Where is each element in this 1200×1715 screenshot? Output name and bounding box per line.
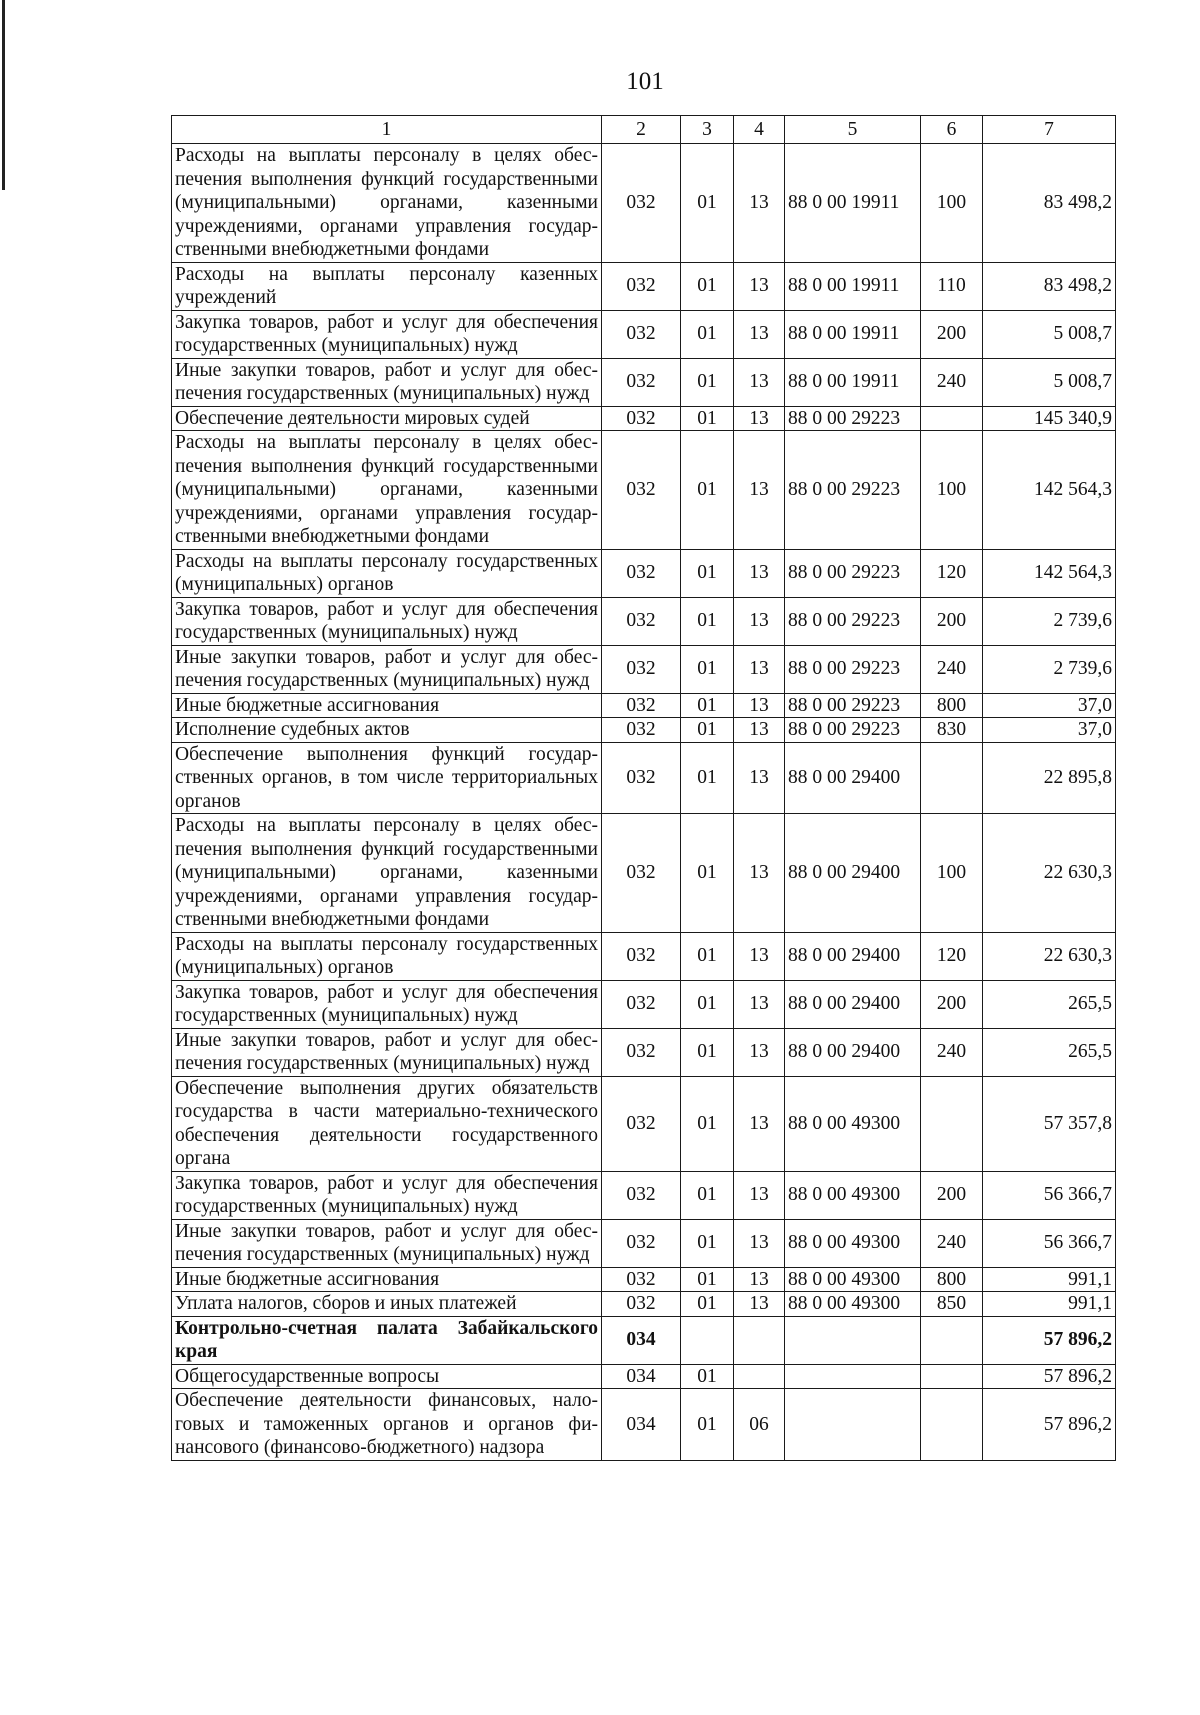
cell-target-article: 88 0 00 29223 bbox=[785, 718, 921, 743]
budget-table bbox=[171, 115, 1116, 1461]
cell-amount: 145 340,9 bbox=[983, 406, 1116, 431]
table-row bbox=[172, 431, 1116, 550]
cell-target-article: 88 0 00 49300 bbox=[785, 1267, 921, 1292]
cell-subsection-code bbox=[734, 1364, 785, 1389]
table-row bbox=[172, 1316, 1116, 1364]
cell-expense-type: 200 bbox=[921, 980, 983, 1028]
cell-target-article: 88 0 00 29400 bbox=[785, 980, 921, 1028]
cell-expense-type: 100 bbox=[921, 814, 983, 933]
cell-amount: 37,0 bbox=[983, 693, 1116, 718]
cell-amount: 22 895,8 bbox=[983, 742, 1116, 814]
cell-section-code: 01 bbox=[681, 1076, 734, 1171]
cell-expense-type: 110 bbox=[921, 262, 983, 310]
cell-amount: 57 357,8 bbox=[983, 1076, 1116, 1171]
cell-target-article: 88 0 00 29223 bbox=[785, 549, 921, 597]
cell-subsection-code: 13 bbox=[734, 144, 785, 263]
cell-expense-name: Обеспечение выполнения функций государственных органов, в том числе территориальных органов bbox=[172, 742, 602, 814]
cell-target-article: 88 0 00 29223 bbox=[785, 693, 921, 718]
cell-amount: 37,0 bbox=[983, 718, 1116, 743]
table-row bbox=[172, 742, 1116, 814]
cell-section-code: 01 bbox=[681, 932, 734, 980]
cell-amount: 56 366,7 bbox=[983, 1219, 1116, 1267]
cell-amount: 57 896,2 bbox=[983, 1364, 1116, 1389]
cell-section-code: 01 bbox=[681, 1028, 734, 1076]
cell-expense-name: Расходы на выплаты персоналу в целях обеспечения выполнения функций государственными (муниципальными) органами, казенными учреждениями, органами управления государственными внебюджетными фондами bbox=[172, 814, 602, 933]
cell-subsection-code: 13 bbox=[734, 549, 785, 597]
cell-target-article: 88 0 00 19911 bbox=[785, 310, 921, 358]
cell-expense-type bbox=[921, 1364, 983, 1389]
cell-section-code: 01 bbox=[681, 310, 734, 358]
cell-ministry-code: 032 bbox=[602, 406, 681, 431]
cell-expense-type: 200 bbox=[921, 310, 983, 358]
table-row bbox=[172, 262, 1116, 310]
table-row bbox=[172, 1364, 1116, 1389]
cell-subsection-code: 13 bbox=[734, 262, 785, 310]
cell-expense-name: Иные бюджетные ассигнования bbox=[172, 1267, 602, 1292]
cell-expense-type: 120 bbox=[921, 549, 983, 597]
cell-subsection-code: 13 bbox=[734, 932, 785, 980]
header-cell-3: 3 bbox=[681, 116, 734, 144]
cell-subsection-code bbox=[734, 1316, 785, 1364]
cell-amount: 265,5 bbox=[983, 980, 1116, 1028]
table-row bbox=[172, 1076, 1116, 1171]
cell-amount: 265,5 bbox=[983, 1028, 1116, 1076]
cell-target-article: 88 0 00 29223 bbox=[785, 431, 921, 550]
cell-target-article bbox=[785, 1316, 921, 1364]
cell-amount: 2 739,6 bbox=[983, 597, 1116, 645]
cell-section-code: 01 bbox=[681, 1219, 734, 1267]
cell-expense-name: Общегосударственные вопросы bbox=[172, 1364, 602, 1389]
cell-section-code: 01 bbox=[681, 1267, 734, 1292]
cell-expense-type: 240 bbox=[921, 1219, 983, 1267]
cell-subsection-code: 13 bbox=[734, 1076, 785, 1171]
cell-expense-name: Обеспечение деятельности мировых судей bbox=[172, 406, 602, 431]
cell-expense-type bbox=[921, 1076, 983, 1171]
cell-ministry-code: 032 bbox=[602, 980, 681, 1028]
cell-subsection-code: 13 bbox=[734, 1171, 785, 1219]
table-row bbox=[172, 406, 1116, 431]
header-cell-6: 6 bbox=[921, 116, 983, 144]
cell-ministry-code: 032 bbox=[602, 431, 681, 550]
header-cell-4: 4 bbox=[734, 116, 785, 144]
cell-subsection-code: 13 bbox=[734, 358, 785, 406]
cell-target-article: 88 0 00 49300 bbox=[785, 1171, 921, 1219]
cell-expense-type bbox=[921, 1389, 983, 1461]
table-row bbox=[172, 693, 1116, 718]
cell-section-code: 01 bbox=[681, 431, 734, 550]
cell-ministry-code: 032 bbox=[602, 549, 681, 597]
table-row bbox=[172, 549, 1116, 597]
table-row bbox=[172, 1267, 1116, 1292]
cell-section-code: 01 bbox=[681, 742, 734, 814]
cell-expense-name: Иные закупки товаров, работ и услуг для обеспечения государственных (муниципальных) нужд bbox=[172, 358, 602, 406]
table-row bbox=[172, 597, 1116, 645]
cell-target-article bbox=[785, 1389, 921, 1461]
table-row bbox=[172, 718, 1116, 743]
cell-expense-name: Уплата налогов, сборов и иных платежей bbox=[172, 1292, 602, 1317]
cell-expense-type: 850 bbox=[921, 1292, 983, 1317]
cell-section-code: 01 bbox=[681, 693, 734, 718]
cell-expense-type: 100 bbox=[921, 431, 983, 550]
table-row bbox=[172, 1171, 1116, 1219]
cell-amount: 57 896,2 bbox=[983, 1389, 1116, 1461]
table-row bbox=[172, 1028, 1116, 1076]
table-row bbox=[172, 932, 1116, 980]
cell-subsection-code: 13 bbox=[734, 597, 785, 645]
cell-subsection-code: 13 bbox=[734, 431, 785, 550]
header-cell-5: 5 bbox=[785, 116, 921, 144]
cell-expense-type: 100 bbox=[921, 144, 983, 263]
cell-target-article: 88 0 00 29223 bbox=[785, 597, 921, 645]
cell-ministry-code: 032 bbox=[602, 262, 681, 310]
cell-expense-type bbox=[921, 1316, 983, 1364]
cell-amount: 2 739,6 bbox=[983, 645, 1116, 693]
cell-ministry-code: 034 bbox=[602, 1389, 681, 1461]
cell-amount: 83 498,2 bbox=[983, 262, 1116, 310]
cell-expense-name: Иные закупки товаров, работ и услуг для обеспечения государственных (муниципальных) нужд bbox=[172, 645, 602, 693]
header-cell-1: 1 bbox=[172, 116, 602, 144]
cell-subsection-code: 13 bbox=[734, 406, 785, 431]
cell-subsection-code: 13 bbox=[734, 1267, 785, 1292]
cell-expense-name: Исполнение судебных актов bbox=[172, 718, 602, 743]
table-row bbox=[172, 1389, 1116, 1461]
table-row bbox=[172, 980, 1116, 1028]
table-header-row bbox=[172, 116, 1116, 144]
cell-expense-name: Иные закупки товаров, работ и услуг для обеспечения государственных (муниципальных) нужд bbox=[172, 1028, 602, 1076]
cell-section-code: 01 bbox=[681, 718, 734, 743]
cell-ministry-code: 032 bbox=[602, 742, 681, 814]
cell-section-code: 01 bbox=[681, 1364, 734, 1389]
cell-target-article: 88 0 00 49300 bbox=[785, 1292, 921, 1317]
cell-subsection-code: 13 bbox=[734, 1028, 785, 1076]
cell-section-code: 01 bbox=[681, 597, 734, 645]
table-row bbox=[172, 358, 1116, 406]
cell-expense-name: Расходы на выплаты персоналу государственных (муниципальных) органов bbox=[172, 932, 602, 980]
cell-expense-name: Закупка товаров, работ и услуг для обеспечения государственных (муниципальных) нужд bbox=[172, 597, 602, 645]
cell-target-article: 88 0 00 19911 bbox=[785, 358, 921, 406]
cell-section-code: 01 bbox=[681, 645, 734, 693]
table-row bbox=[172, 1292, 1116, 1317]
table-row bbox=[172, 645, 1116, 693]
cell-ministry-code: 032 bbox=[602, 358, 681, 406]
cell-expense-type: 240 bbox=[921, 1028, 983, 1076]
cell-section-code: 01 bbox=[681, 814, 734, 933]
cell-section-code: 01 bbox=[681, 549, 734, 597]
cell-amount: 83 498,2 bbox=[983, 144, 1116, 263]
header-cell-2: 2 bbox=[602, 116, 681, 144]
cell-ministry-code: 032 bbox=[602, 310, 681, 358]
cell-target-article: 88 0 00 19911 bbox=[785, 262, 921, 310]
cell-ministry-code: 034 bbox=[602, 1316, 681, 1364]
cell-ministry-code: 032 bbox=[602, 645, 681, 693]
cell-ministry-code: 032 bbox=[602, 932, 681, 980]
cell-target-article: 88 0 00 19911 bbox=[785, 144, 921, 263]
cell-expense-type: 800 bbox=[921, 1267, 983, 1292]
cell-section-code: 01 bbox=[681, 406, 734, 431]
cell-ministry-code: 032 bbox=[602, 814, 681, 933]
cell-expense-name: Закупка товаров, работ и услуг для обеспечения государственных (муниципальных) нужд bbox=[172, 1171, 602, 1219]
cell-amount: 57 896,2 bbox=[983, 1316, 1116, 1364]
cell-subsection-code: 13 bbox=[734, 1292, 785, 1317]
cell-ministry-code: 032 bbox=[602, 144, 681, 263]
cell-subsection-code: 13 bbox=[734, 645, 785, 693]
page-number: 101 bbox=[626, 68, 664, 95]
cell-ministry-code: 032 bbox=[602, 1028, 681, 1076]
cell-amount: 5 008,7 bbox=[983, 310, 1116, 358]
cell-target-article: 88 0 00 29400 bbox=[785, 814, 921, 933]
cell-expense-type bbox=[921, 742, 983, 814]
cell-subsection-code: 13 bbox=[734, 814, 785, 933]
cell-expense-name: Закупка товаров, работ и услуг для обеспечения государственных (муниципальных) нужд bbox=[172, 980, 602, 1028]
cell-subsection-code: 13 bbox=[734, 718, 785, 743]
cell-ministry-code: 032 bbox=[602, 1219, 681, 1267]
cell-ministry-code: 032 bbox=[602, 1076, 681, 1171]
table-row bbox=[172, 144, 1116, 263]
cell-section-code: 01 bbox=[681, 1292, 734, 1317]
cell-subsection-code: 13 bbox=[734, 693, 785, 718]
cell-amount: 142 564,3 bbox=[983, 549, 1116, 597]
cell-ministry-code: 032 bbox=[602, 1171, 681, 1219]
cell-expense-type bbox=[921, 406, 983, 431]
cell-expense-type: 240 bbox=[921, 358, 983, 406]
cell-expense-name: Расходы на выплаты персоналу в целях обеспечения выполнения функций государственными (муниципальными) органами, казенными учреждениями, органами управления государственными внебюджетными фондами bbox=[172, 431, 602, 550]
cell-section-code: 01 bbox=[681, 1171, 734, 1219]
cell-amount: 5 008,7 bbox=[983, 358, 1116, 406]
cell-subsection-code: 13 bbox=[734, 742, 785, 814]
cell-subsection-code: 13 bbox=[734, 980, 785, 1028]
cell-expense-name: Расходы на выплаты персоналу казенных учреждений bbox=[172, 262, 602, 310]
cell-target-article: 88 0 00 29223 bbox=[785, 406, 921, 431]
cell-expense-type: 240 bbox=[921, 645, 983, 693]
cell-amount: 22 630,3 bbox=[983, 932, 1116, 980]
cell-ministry-code: 032 bbox=[602, 693, 681, 718]
cell-target-article: 88 0 00 29223 bbox=[785, 645, 921, 693]
table-body bbox=[172, 144, 1116, 1461]
cell-section-code bbox=[681, 1316, 734, 1364]
cell-target-article: 88 0 00 29400 bbox=[785, 932, 921, 980]
cell-expense-name: Иные закупки товаров, работ и услуг для обеспечения государственных (муниципальных) нужд bbox=[172, 1219, 602, 1267]
table-row bbox=[172, 814, 1116, 933]
cell-subsection-code: 13 bbox=[734, 1219, 785, 1267]
cell-expense-name: Контрольно-счетная палата Забайкальского края bbox=[172, 1316, 602, 1364]
cell-expense-name: Иные бюджетные ассигнования bbox=[172, 693, 602, 718]
cell-ministry-code: 034 bbox=[602, 1364, 681, 1389]
table-row bbox=[172, 1219, 1116, 1267]
cell-ministry-code: 032 bbox=[602, 1267, 681, 1292]
cell-amount: 22 630,3 bbox=[983, 814, 1116, 933]
header-cell-7: 7 bbox=[983, 116, 1116, 144]
cell-ministry-code: 032 bbox=[602, 718, 681, 743]
cell-expense-name: Обеспечение деятельности финансовых, налоговых и таможенных органов и органов финансового (финансово-бюджетного) надзора bbox=[172, 1389, 602, 1461]
cell-amount: 991,1 bbox=[983, 1292, 1116, 1317]
cell-expense-type: 200 bbox=[921, 1171, 983, 1219]
cell-expense-name: Закупка товаров, работ и услуг для обеспечения государственных (муниципальных) нужд bbox=[172, 310, 602, 358]
cell-expense-type: 800 bbox=[921, 693, 983, 718]
cell-subsection-code: 06 bbox=[734, 1389, 785, 1461]
cell-section-code: 01 bbox=[681, 358, 734, 406]
cell-section-code: 01 bbox=[681, 980, 734, 1028]
cell-section-code: 01 bbox=[681, 262, 734, 310]
cell-subsection-code: 13 bbox=[734, 310, 785, 358]
cell-amount: 991,1 bbox=[983, 1267, 1116, 1292]
cell-ministry-code: 032 bbox=[602, 597, 681, 645]
cell-expense-type: 830 bbox=[921, 718, 983, 743]
cell-expense-name: Обеспечение выполнения других обязательств государства в части материально-технического обеспечения деятельности государственного органа bbox=[172, 1076, 602, 1171]
cell-amount: 142 564,3 bbox=[983, 431, 1116, 550]
cell-section-code: 01 bbox=[681, 1389, 734, 1461]
cell-amount: 56 366,7 bbox=[983, 1171, 1116, 1219]
cell-expense-name: Расходы на выплаты персоналу в целях обеспечения выполнения функций государственными (муниципальными) органами, казенными учреждениями, органами управления государственными внебюджетными фондами bbox=[172, 144, 602, 263]
cell-target-article: 88 0 00 29400 bbox=[785, 1028, 921, 1076]
table-row bbox=[172, 310, 1116, 358]
cell-ministry-code: 032 bbox=[602, 1292, 681, 1317]
cell-expense-name: Расходы на выплаты персоналу государственных (муниципальных) органов bbox=[172, 549, 602, 597]
cell-target-article bbox=[785, 1364, 921, 1389]
cell-target-article: 88 0 00 49300 bbox=[785, 1219, 921, 1267]
cell-expense-type: 120 bbox=[921, 932, 983, 980]
cell-target-article: 88 0 00 29400 bbox=[785, 742, 921, 814]
cell-expense-type: 200 bbox=[921, 597, 983, 645]
cell-target-article: 88 0 00 49300 bbox=[785, 1076, 921, 1171]
cell-section-code: 01 bbox=[681, 144, 734, 263]
